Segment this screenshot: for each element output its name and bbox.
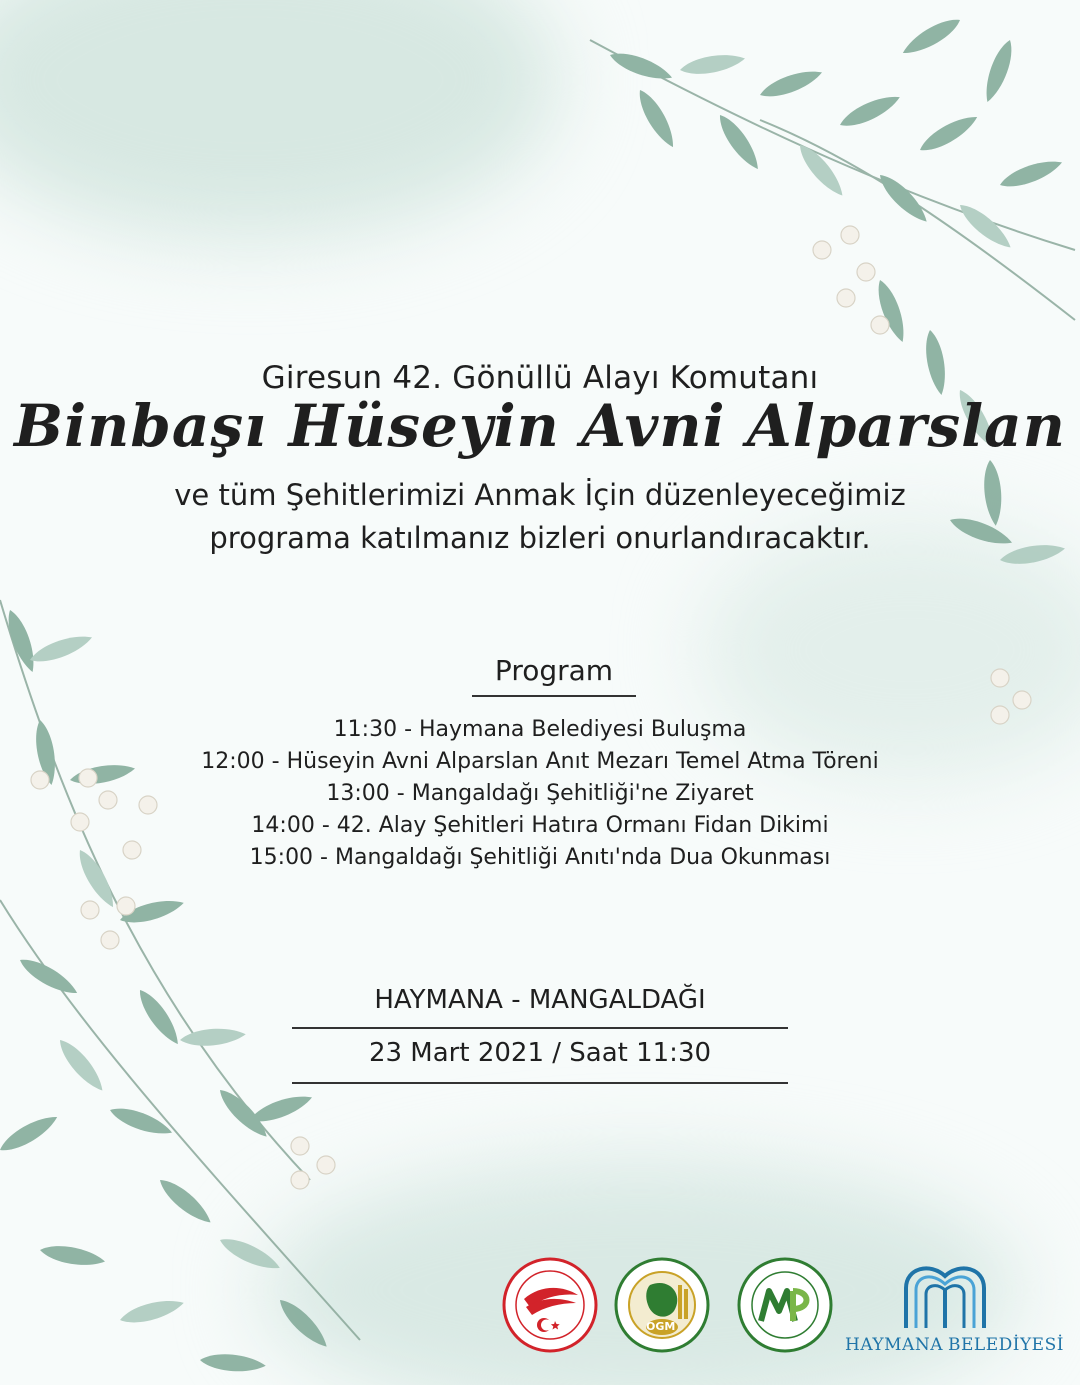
program-schedule: [0, 714, 1080, 874]
belediyesi-text: BELEDİYESİ: [948, 1335, 1064, 1355]
invitation-message: [0, 474, 1080, 560]
event-location: HAYMANA - MANGALDAĞI: [292, 985, 788, 1029]
ogm-logo-text: OGM: [646, 1320, 676, 1333]
schedule-item: 12:00 - Hüseyin Avni Alparslan Anıt Mezarı Temel Atma Töreni: [201, 749, 879, 774]
haymana-belediyesi-logo: [900, 1258, 990, 1330]
honoree-name: Binbaşı Hüseyin Avni Alparslan: [14, 392, 1066, 460]
intro-text: Giresun 42. Gönüllü Alayı Komutanı: [261, 360, 819, 396]
schedule-item: 11:30 - Haymana Belediyesi Buluşma: [333, 717, 747, 742]
message-line: programa katılmanız bizleri onurlandıracaktır.: [209, 521, 871, 555]
ministry-logo: [500, 1255, 600, 1355]
program-title: Program: [472, 654, 636, 697]
message-line: ve tüm Şehitlerimizi Anmak İçin düzenleyeceğimiz: [174, 478, 906, 512]
haymana-text: HAYMANA: [845, 1335, 943, 1355]
event-datetime: 23 Mart 2021 / Saat 11:30: [292, 1038, 788, 1084]
ogm-logo: [612, 1255, 712, 1355]
schedule-item: 13:00 - Mangaldağı Şehitliği'ne Ziyaret: [326, 781, 754, 806]
dkmp-logo: [735, 1255, 835, 1355]
schedule-item: 15:00 - Mangaldağı Şehitliği Anıtı'nda Dua Okunması: [249, 845, 831, 870]
schedule-item: 14:00 - 42. Alay Şehitleri Hatıra Ormanı Fidan Dikimi: [251, 813, 829, 838]
